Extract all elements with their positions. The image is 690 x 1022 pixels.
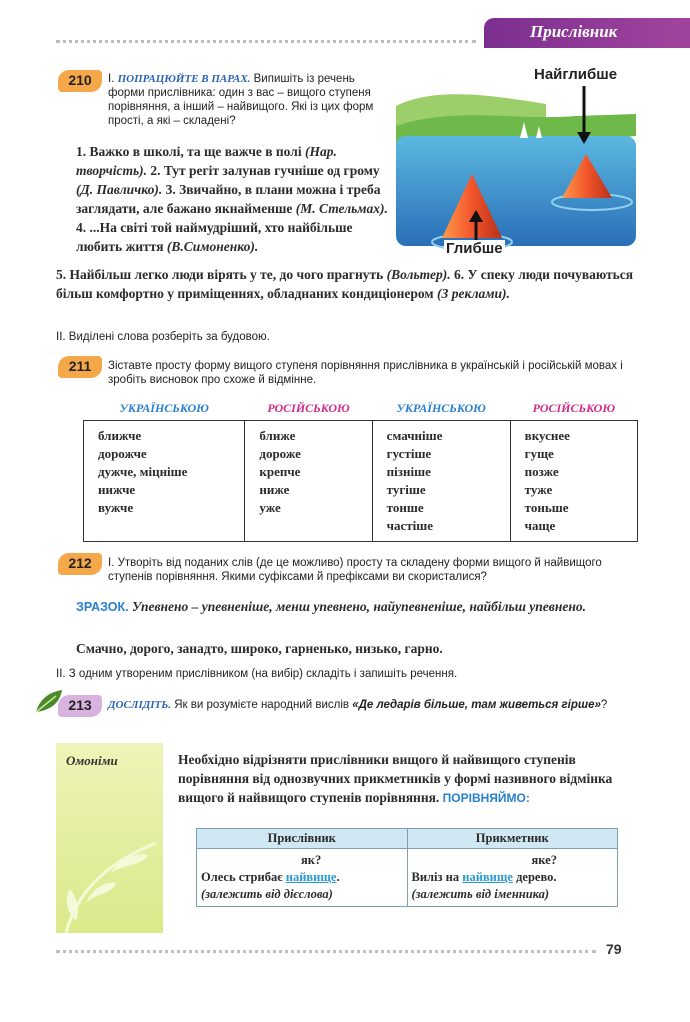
- floral-ornament-icon: [56, 803, 163, 933]
- homonyms-text: Необхідно відрізняти прислівники вищого й найвищого ступенів порівняння від однозвучних прикметників у формі називного відмінка вищого й найвищого ступенів порівняння. ПОРІВНЯЙМО:: [178, 752, 613, 805]
- buoys-illustration: [396, 66, 636, 262]
- page-number: 79: [606, 941, 622, 957]
- footer-dotted-rule: [56, 950, 596, 953]
- exercise-211-badge: 211: [58, 356, 102, 378]
- comparison-table: [83, 398, 638, 542]
- homonyms-panel: [56, 743, 163, 933]
- exercise-212-task: І. Утворіть від поданих слів (де це можливо) просту та складену форми вищого й найвищого ступенів порівняння. Якими суфіксами й префіксами ви скористалися?: [108, 557, 602, 583]
- header-ukrainian-1: УКРАЇНСЬКОЮ: [119, 401, 209, 416]
- label-deeper: Глибше: [446, 240, 503, 257]
- exercise-210-sentences-top: 1. Важко в школі, та ще важче в полі (Нар. творчість). 2. Тут регіт залунав гучніше од грому (Д. Павличко). 3. Звичайно, в плани можна і треба заглядати, але бажано якнайменше (М. Стельмах). 4. ...На світі той наймудріший, хто найбільше любить життя (В.Симоненко).: [76, 144, 388, 254]
- rule-header-adjective: Прикметник: [407, 829, 618, 849]
- exercise-210-badge: 210: [58, 70, 102, 92]
- exercise-210-task: І. ПОПРАЦЮЙТЕ В ПАРАХ. Випишіть із речень форми прислівника: один з вас – вищого ступеня порівняння, а інший – найвищого. Які із цих форм прості, а які – складені?: [108, 73, 374, 127]
- section-title: Прислівник: [484, 18, 678, 48]
- header-russian-1: РОСІЙСЬКОЮ: [267, 401, 350, 416]
- exercise-212-part2: ІІ. З одним утвореним прислівником (на вибір) складіть і запишіть речення.: [56, 668, 458, 680]
- exercise-210-part2: ІІ. Виділені слова розберіть за будовою.: [56, 331, 270, 343]
- header-russian-2: РОСІЙСЬКОЮ: [532, 401, 616, 416]
- homonyms-label: Омоніми: [66, 753, 118, 768]
- exercise-212-badge: 212: [58, 553, 102, 575]
- rule-cell-adjective: яке? Виліз на найвище дерево. (залежить від іменника): [407, 849, 618, 907]
- section-tab-edge: [676, 18, 690, 48]
- label-deepest: Найглибше: [534, 66, 618, 83]
- exercise-212-sample: ЗРАЗОК. Упевнено – упевненіше, менш упевнено, найупевненіше, найбільш упевнено.: [76, 599, 586, 614]
- header-dotted-rule: [56, 40, 476, 43]
- column-ukrainian-1: ближче дорожче дужче, міцніше нижче вужче: [84, 420, 245, 541]
- rule-cell-adverb: як? Олесь стрибає найвище. (залежить від дієслова): [197, 849, 408, 907]
- exercise-213-badge: 213: [58, 695, 102, 717]
- exercise-213-task: ДОСЛІДІТЬ. Як ви розумієте народний вислів «Де ледарів більше, там живеться гірше»?: [108, 699, 608, 711]
- header-ukrainian-2: УКРАЇНСЬКОЮ: [396, 401, 486, 416]
- exercise-210-sentences-bottom: 5. Найбільш легко люди вірять у те, до чого прагнуть (Вольтер). 6. У спеку люди почуваються більш комфортно у приміщеннях, обладнаних кондиціонером (З реклами).: [56, 267, 634, 301]
- column-russian-1: ближе дороже крепче ниже уже: [245, 420, 372, 541]
- column-russian-2: вкуснее гуще позже туже тоньше чаще: [510, 420, 637, 541]
- exercise-212-words: Смачно, дорого, занадто, широко, гарненько, низько, гарно.: [76, 641, 443, 656]
- adverb-adjective-table: [196, 828, 618, 907]
- rule-header-adverb: Прислівник: [197, 829, 408, 849]
- exercise-211-task: Зіставте просту форму вищого ступеня порівняння прислівника в українській і російській мовах і зробіть висновок про схоже й відмінне.: [108, 360, 623, 386]
- column-ukrainian-2: смачніше густіше пізніше тугіше тонше частіше: [372, 420, 510, 541]
